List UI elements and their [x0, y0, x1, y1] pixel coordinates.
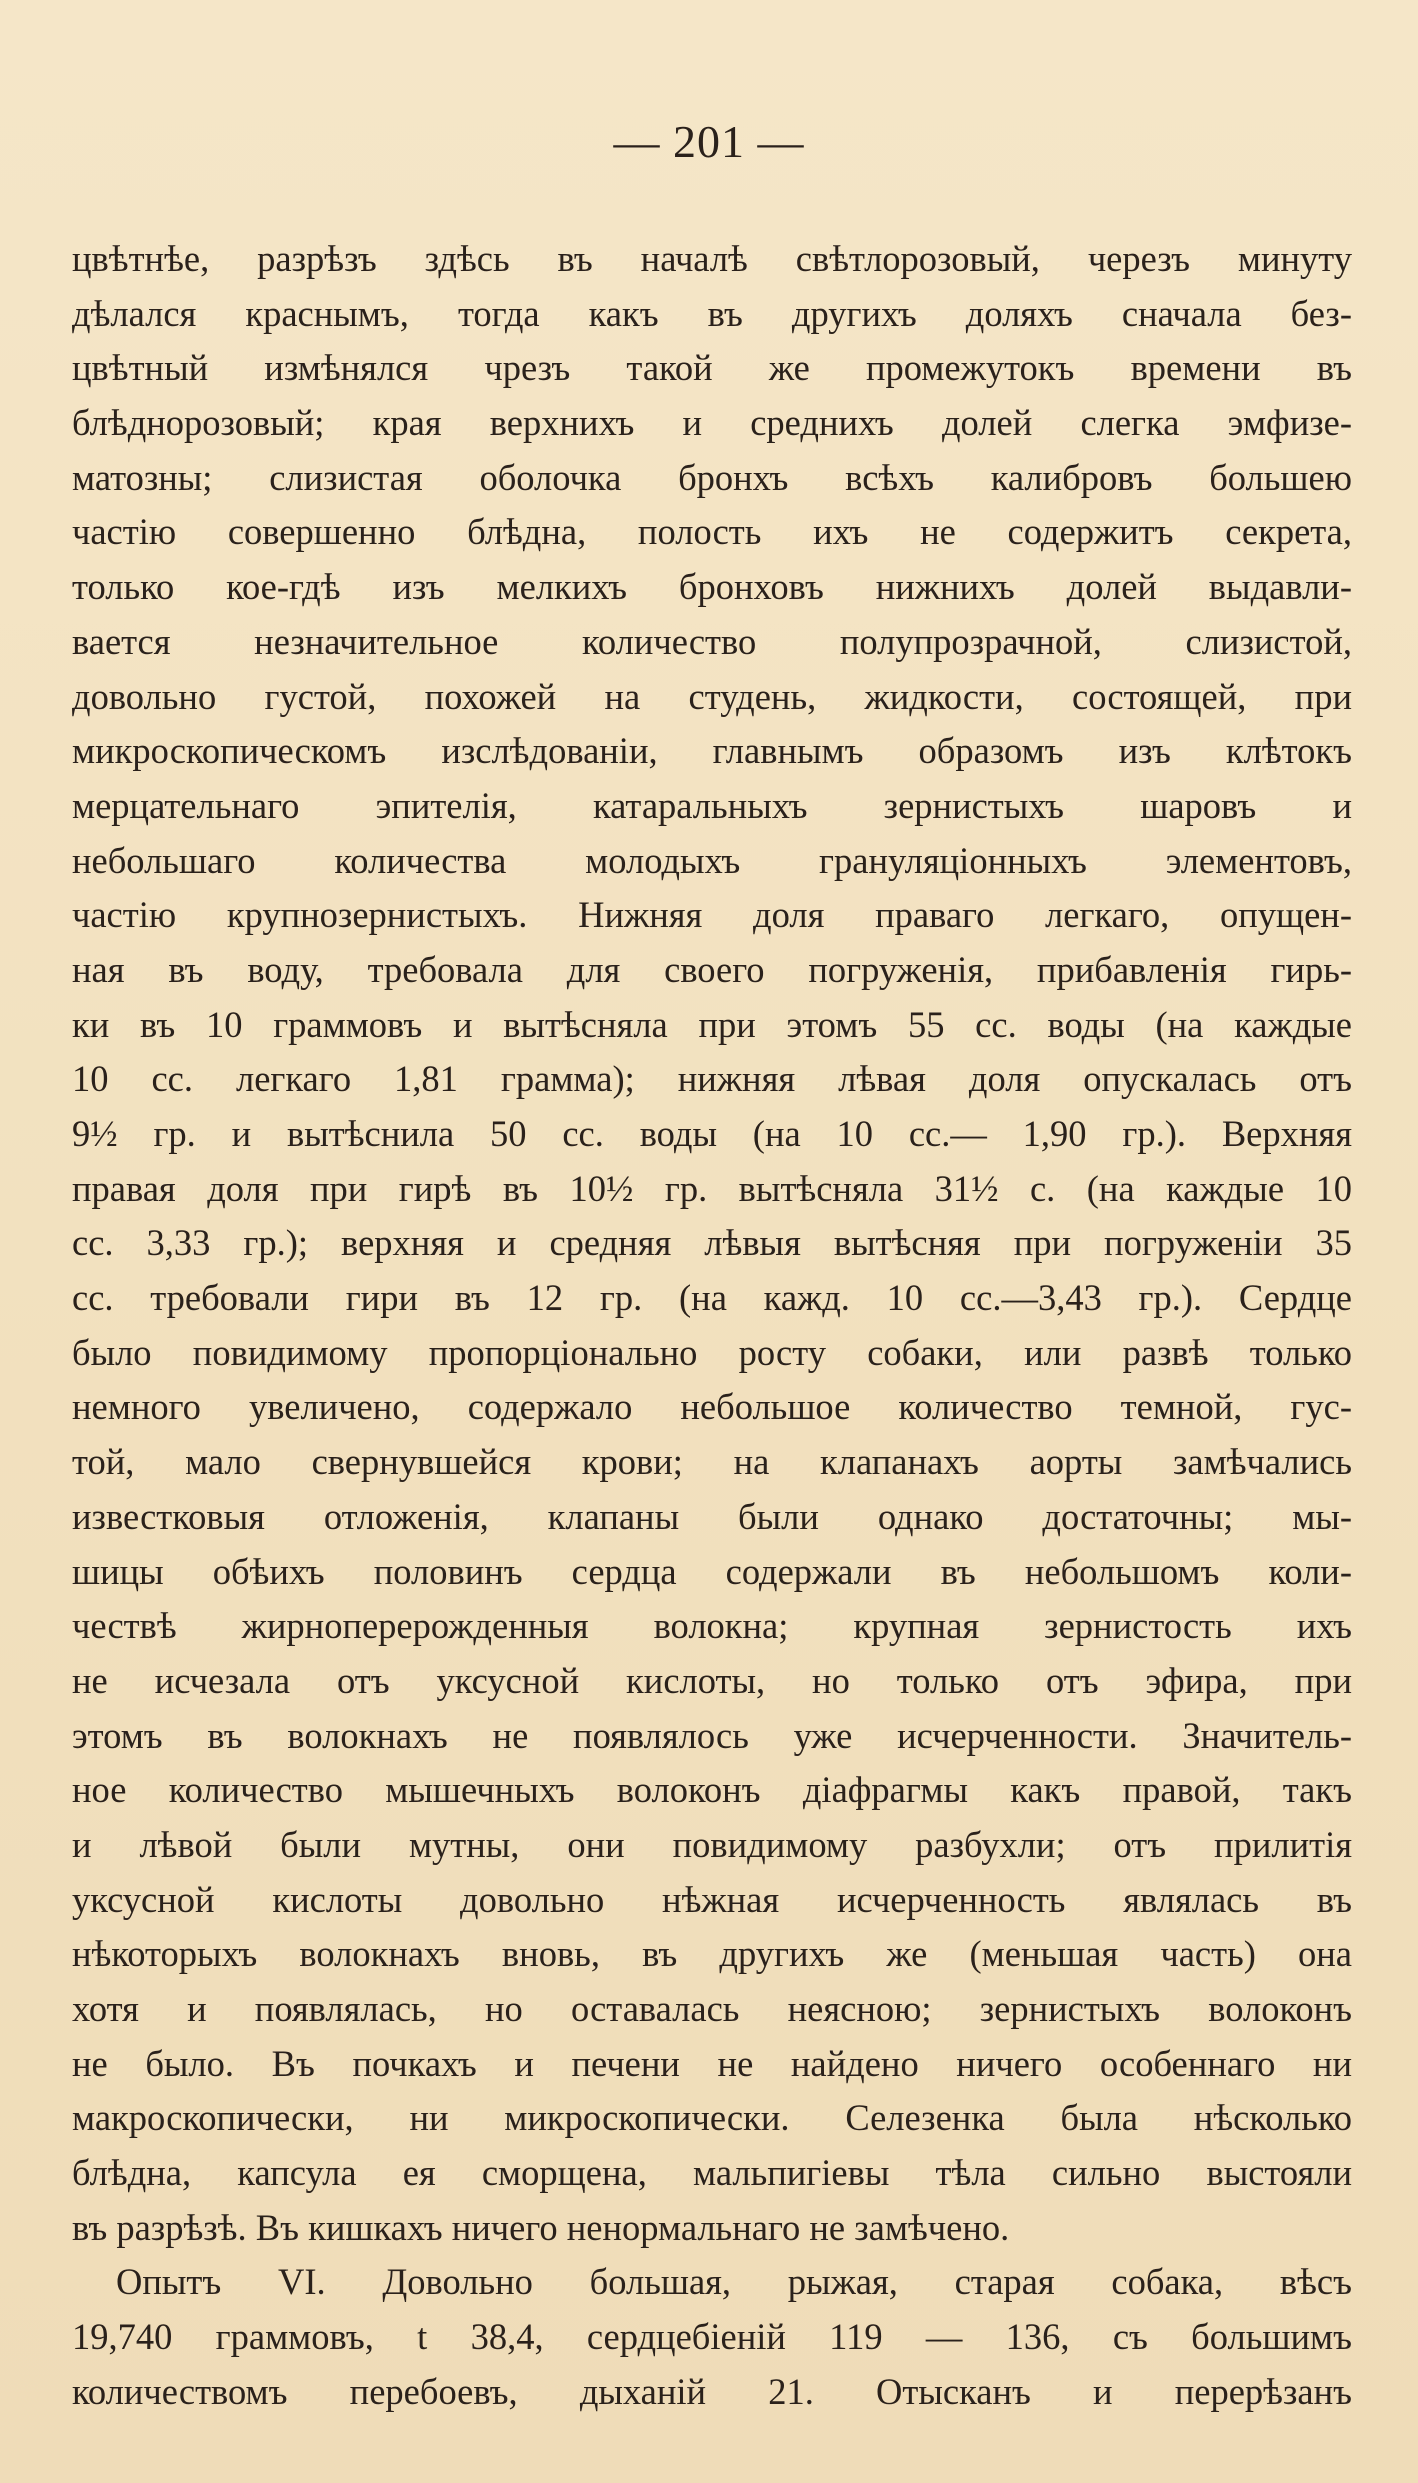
text-line: уксусной кислоты довольно нѣжная исчерченность являлась въ	[72, 1878, 1352, 1920]
text-line: вается незначительное количество полупрозрачной, слизистой,	[72, 620, 1352, 662]
text-line: количествомъ перебоевъ, дыханій 21. Отысканъ и перерѣзанъ	[72, 2370, 1352, 2412]
text-line: сс. 3,33 гр.); верхняя и средняя лѣвыя вытѣсняя при погруженіи 35	[72, 1222, 1352, 1264]
body-text	[72, 232, 1352, 2420]
text-line: не исчезала отъ уксусной кислоты, но только отъ эфира, при	[72, 1659, 1352, 1701]
text-line: матозны; слизистая оболочка бронхъ всѣхъ калибровъ большею	[72, 456, 1352, 498]
text-line: правая доля при гирѣ въ 10½ гр. вытѣсняла 31½ с. (на каждые 10	[72, 1167, 1352, 1209]
text-line: хотя и появлялась, но оставалась неясною; зернистыхъ волоконъ	[72, 1988, 1352, 2029]
text-line: 19,740 граммовъ, t 38,4, сердцебіеній 119 — 136, съ большимъ	[72, 2316, 1352, 2358]
text-line: немного увеличено, содержало небольшое количество темной, гус-	[72, 1386, 1352, 1428]
text-line: нѣкоторыхъ волокнахъ вновь, въ другихъ же (меньшая часть) она	[72, 1933, 1352, 1975]
text-line: ная въ воду, требовала для своего погруженія, прибавленія гирь-	[72, 948, 1352, 990]
text-line: частію крупнозернистыхъ. Нижняя доля праваго легкаго, опущен-	[72, 894, 1352, 936]
text-line: той, мало свернувшейся крови; на клапанахъ аорты замѣчались	[72, 1441, 1352, 1483]
text-line: сс. требовали гири въ 12 гр. (на кажд. 10 сс.—3,43 гр.). Сердце	[72, 1277, 1352, 1319]
text-line: мерцательнаго эпителія, катаральныхъ зернистыхъ шаровъ и	[72, 784, 1352, 826]
text-line: небольшаго количества молодыхъ грануляціонныхъ элементовъ,	[72, 839, 1352, 881]
text-line: было повидимому пропорціонально росту собаки, или развѣ только	[72, 1331, 1352, 1373]
text-line: ное количество мышечныхъ волоконъ діафрагмы какъ правой, такъ	[72, 1769, 1352, 1811]
text-line: и лѣвой были мутны, они повидимому разбухли; отъ прилитія	[72, 1823, 1352, 1865]
text-line: только кое-гдѣ изъ мелкихъ бронховъ нижнихъ долей выдавли-	[72, 566, 1352, 608]
text-line: блѣдна, капсула ея сморщена, мальпигіевы тѣла сильно выстояли	[72, 2152, 1352, 2194]
text-line: макроскопически, ни микроскопически. Селезенка была нѣсколько	[72, 2097, 1352, 2139]
page-number: — 201 —	[613, 116, 805, 167]
text-line: известковыя отложенія, клапаны были однако достаточны; мы-	[72, 1495, 1352, 1537]
text-line: цвѣтнѣе, разрѣзъ здѣсь въ началѣ свѣтлорозовый, черезъ минуту	[72, 238, 1352, 279]
text-line: 9½ гр. и вытѣснила 50 сс. воды (на 10 сс.— 1,90 гр.). Верхняя	[72, 1113, 1352, 1154]
text-line: блѣднорозовый; края верхнихъ и среднихъ долей слегка эмфизе-	[72, 402, 1352, 444]
text-line: цвѣтный измѣнялся чрезъ такой же промежутокъ времени въ	[72, 347, 1352, 389]
paragraph-end-line: въ разрѣзѣ. Въ кишкахъ ничего ненормальнаго не замѣчено.	[72, 2206, 1010, 2248]
text-line: этомъ въ волокнахъ не появлялось уже исчерченности. Значитель-	[72, 1714, 1352, 1756]
paragraph-start-line: Опытъ VI. Довольно большая, рыжая, старая собака, вѣсъ	[116, 2261, 1352, 2303]
text-line: довольно густой, похожей на студень, жидкости, состоящей, при	[72, 675, 1352, 717]
text-line: частію совершенно блѣдна, полость ихъ не содержитъ секрета,	[72, 511, 1352, 553]
text-line: не было. Въ почкахъ и печени не найдено ничего особеннаго ни	[72, 2042, 1352, 2084]
text-line: ки въ 10 граммовъ и вытѣсняла при этомъ 55 сс. воды (на каждые	[72, 1003, 1352, 1045]
text-line: чествѣ жирноперерожденныя волокна; крупная зернистость ихъ	[72, 1605, 1352, 1647]
text-line: 10 сс. легкаго 1,81 грамма); нижняя лѣвая доля опускалась отъ	[72, 1058, 1352, 1100]
text-line: микроскопическомъ изслѣдованіи, главнымъ образомъ изъ клѣтокъ	[72, 730, 1352, 772]
text-line: дѣлался краснымъ, тогда какъ въ другихъ доляхъ сначала без-	[72, 292, 1352, 334]
text-line: шицы обѣихъ половинъ сердца содержали въ небольшомъ коли-	[72, 1550, 1352, 1592]
